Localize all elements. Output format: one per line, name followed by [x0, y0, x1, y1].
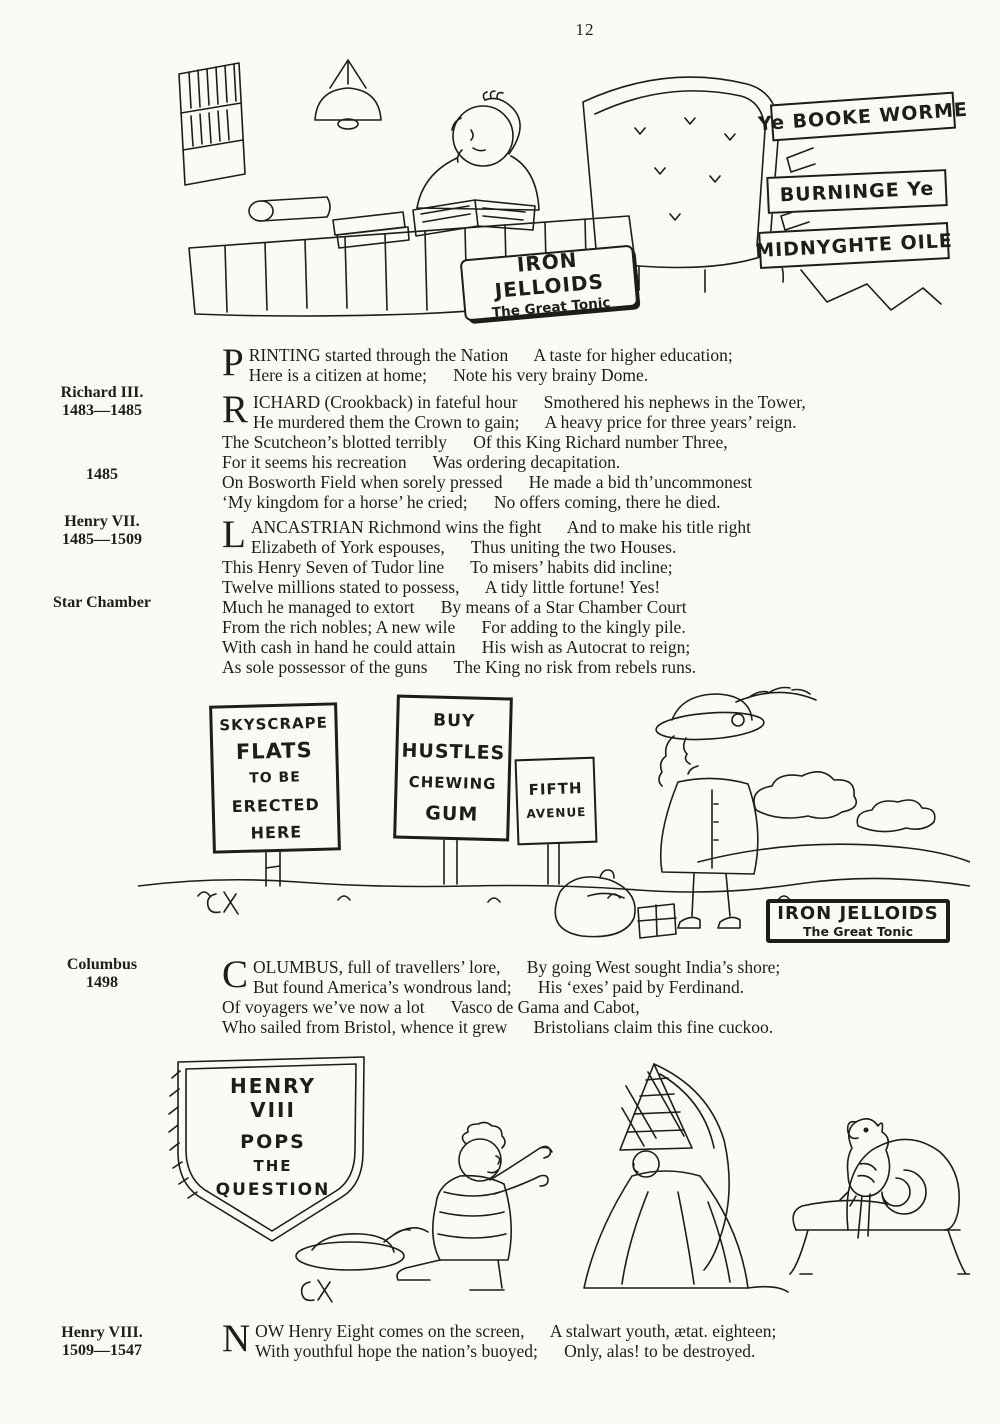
- verse-lines: [222, 341, 962, 385]
- sign-line: HERE: [250, 821, 303, 843]
- verse-line: OLUMBUS, full of travellers’ lore, By going West sought India’s shore;: [253, 957, 781, 977]
- verse-line: Of voyagers we’ve now a lot Vasco de Gama and Cabot,: [222, 997, 640, 1017]
- margin-note-line: 1483—1485: [62, 402, 142, 419]
- sign-line: FLATS: [235, 737, 313, 764]
- sign-line: TO BE: [249, 768, 301, 787]
- plaque-subtitle: The Great Tonic: [491, 294, 612, 322]
- illustration-study: [165, 58, 969, 338]
- margin-note-line: 1509—1547: [62, 1342, 142, 1359]
- margin-note-line: Richard III.: [60, 384, 144, 401]
- banner-line: POPS: [240, 1131, 306, 1153]
- stanza-richard-iii: [222, 388, 962, 512]
- verse-line: As sole possessor of the guns The King no risk from rebels runs.: [222, 657, 697, 677]
- verse-line: Much he managed to extort By means of a Star Chamber Court: [222, 597, 687, 617]
- verse-line: Here is a citizen at home; Note his very brainy Dome.: [248, 365, 649, 385]
- verse-lines: [222, 513, 962, 677]
- ribbon-sign-burninge: BURNINGE Ye: [766, 169, 947, 214]
- sign-line: HUSTLES: [401, 739, 506, 765]
- verse-line: For it seems his recreation Was ordering decapitation.: [222, 452, 621, 472]
- sign-fifth-avenue: [515, 757, 598, 846]
- sign-line: SKYSCRAPE: [219, 713, 329, 734]
- drop-cap: N: [222, 1317, 251, 1360]
- margin-note-line: 1485—1509: [62, 531, 142, 548]
- margin-note-star-chamber: [26, 594, 178, 612]
- banner-line: THE: [253, 1157, 293, 1175]
- verse-line: From the rich nobles; A new wile For adding to the kingly pile.: [222, 617, 686, 637]
- verse-line: With youthful hope the nation’s buoyed; Only, alas! to be destroyed.: [255, 1341, 756, 1361]
- sign-line: FIFTH: [528, 779, 583, 799]
- illustration-columbus: [138, 686, 970, 952]
- banner-henry-pops: [186, 1074, 360, 1202]
- sign-line: GUM: [425, 802, 479, 826]
- verse-line: On Bosworth Field when sorely pressed He made a bid th’uncommonest: [222, 472, 753, 492]
- box-subtitle: The Great Tonic: [803, 924, 913, 939]
- sign-skyscrape-flats: [209, 702, 341, 853]
- verse-line: OW Henry Eight comes on the screen, A stalwart youth, ætat. eighteen;: [255, 1321, 777, 1341]
- stanza-henry-vii: [222, 513, 962, 677]
- margin-note-line: 1485: [86, 466, 118, 483]
- verse-lines: [222, 1317, 962, 1361]
- ribbon-sign-booke-worme: Ye BOOKE WORME: [770, 92, 956, 142]
- banner-line: QUESTION: [215, 1180, 331, 1200]
- margin-note-line: Henry VIII.: [61, 1324, 143, 1341]
- sign-line: ERECTED: [231, 794, 320, 816]
- stanza-columbus: [222, 953, 962, 1037]
- stanza-printing: [222, 341, 962, 385]
- drop-cap: L: [222, 513, 246, 556]
- box-title: IRON JELLOIDS: [777, 903, 939, 924]
- verse-line: RINTING started through the Nation A taste for higher education;: [248, 345, 733, 365]
- stanza-henry-viii: [222, 1317, 962, 1361]
- verse-line: Elizabeth of York espouses, Thus uniting the two Houses.: [250, 537, 677, 557]
- verse-line: With cash in hand he could attain His wish as Autocrat to reign;: [222, 637, 691, 657]
- ribbon-sign-midnyghte-oile: MIDNYGHTE OILE: [758, 222, 950, 269]
- sign-line: BUY: [432, 710, 476, 732]
- drop-cap: R: [222, 388, 249, 431]
- verse-line: The Scutcheon’s blotted terribly Of this King Richard number Three,: [222, 432, 728, 452]
- sign-line: AVENUE: [526, 804, 587, 822]
- verse-line: Twelve millions stated to possess, A tidy little fortune! Yes!: [222, 577, 661, 597]
- margin-note-line: Henry VII.: [64, 513, 140, 530]
- banner-line: HENRY: [230, 1074, 316, 1098]
- verse-lines: [222, 953, 962, 1037]
- verse-line: But found America’s wondrous land; His ‘exes’ paid by Ferdinand.: [253, 977, 745, 997]
- margin-note-line: Star Chamber: [53, 594, 151, 611]
- verse-lines: [222, 388, 962, 512]
- drop-cap: C: [222, 953, 249, 996]
- margin-note-line: Columbus: [66, 956, 138, 973]
- banner-line: VIII: [250, 1098, 296, 1122]
- iron-jelloids-box: [766, 899, 950, 943]
- margin-note-richard-iii: [26, 384, 178, 420]
- verse-line: This Henry Seven of Tudor line To misers’ habits did incline;: [222, 557, 673, 577]
- sign-chewing-gum: [393, 695, 513, 842]
- margin-note-columbus: [26, 956, 178, 992]
- margin-note-line: 1498: [86, 974, 118, 991]
- verse-line: ICHARD (Crookback) in fateful hour Smothered his nephews in the Tower,: [253, 392, 806, 412]
- plaque-title: IRON JELLOIDS: [493, 247, 605, 303]
- drop-cap: P: [222, 341, 244, 384]
- verse-line: He murdered them the Crown to gain; A heavy price for three years’ reign.: [253, 412, 797, 432]
- margin-note-henry-viii: [26, 1324, 178, 1360]
- illustration-henry: [148, 1052, 970, 1310]
- verse-line: ANCASTRIAN Richmond wins the fight And to make his title right: [250, 517, 752, 537]
- verse-line: Who sailed from Bristol, whence it grew Bristolians claim this fine cuckoo.: [222, 1017, 774, 1037]
- margin-note-henry-vii: [26, 513, 178, 549]
- page-number: 12: [575, 20, 595, 39]
- sign-line: CHEWING: [408, 772, 497, 794]
- verse-line: ‘My kingdom for a horse’ he cried; No offers coming, there he died.: [222, 492, 721, 512]
- margin-note-1485: [26, 466, 178, 484]
